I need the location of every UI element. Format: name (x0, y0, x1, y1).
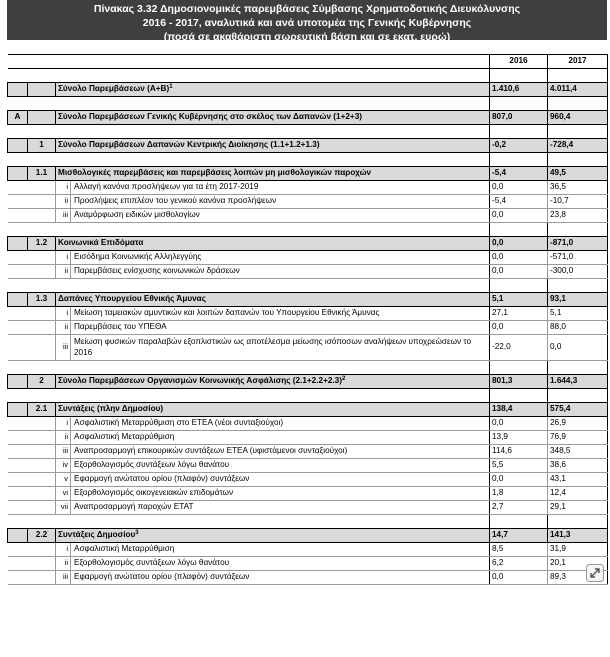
empty-cell (28, 444, 56, 458)
empty-cell (8, 444, 28, 458)
empty-cell (8, 68, 28, 82)
empty-cell (28, 96, 56, 110)
value-2016: -22,0 (490, 334, 548, 360)
item-label: Αναπροσαρμογή παροχών ΕΤΑΤ (71, 500, 490, 514)
column-header-2016: 2016 (490, 54, 548, 68)
table-title (7, 0, 607, 43)
empty-cell (28, 320, 56, 334)
item-label: Ασφαλιστική Μεταρρύθμιση στο ΕΤΕΑ (νέοι συνταξιούχοι) (71, 416, 490, 430)
empty-cell (28, 486, 56, 500)
item-numeral: ii (56, 194, 71, 208)
empty-cell (28, 124, 56, 138)
empty-cell (8, 306, 28, 320)
empty-cell (8, 152, 28, 166)
item-label: Εφαρμογή ανώτατου ορίου (πλαφόν) συντάξεων (71, 570, 490, 584)
value-2017: 76,9 (548, 430, 608, 444)
item-label: Ασφαλιστική Μεταρρύθμιση (71, 430, 490, 444)
empty-cell (8, 458, 28, 472)
item-numeral: ii (56, 320, 71, 334)
value-2016: 0,0 (490, 472, 548, 486)
empty-cell (28, 430, 56, 444)
section-letter (8, 82, 28, 96)
item-numeral: i (56, 306, 71, 320)
value-2017: 5,1 (548, 306, 608, 320)
empty-value-cell (548, 222, 608, 236)
line-item-row (8, 194, 608, 208)
section-number (28, 110, 56, 124)
empty-cell (56, 388, 71, 402)
empty-cell (56, 124, 71, 138)
empty-cell (71, 278, 490, 292)
section-number: 2.2 (28, 528, 56, 542)
section-label (56, 374, 490, 388)
item-label: Εισόδημα Κοινωνικής Αλληλεγγύης (71, 250, 490, 264)
empty-cell (56, 278, 71, 292)
value-2017: 88,0 (548, 320, 608, 334)
item-numeral: i (56, 416, 71, 430)
empty-cell (8, 514, 28, 528)
empty-cell (71, 514, 490, 528)
section-number (28, 82, 56, 96)
section-total-row (8, 110, 608, 124)
empty-cell (56, 222, 71, 236)
empty-cell (8, 556, 28, 570)
value-2017: 38,6 (548, 458, 608, 472)
value-2017: 0,0 (548, 334, 608, 360)
section-label-text: Μισθολογικές παρεμβάσεις και παρεμβάσεις λοιπών μη μισθολογικών παροχών (58, 168, 372, 177)
empty-value-cell (548, 68, 608, 82)
empty-cell (56, 96, 71, 110)
empty-cell (28, 416, 56, 430)
section-number: 2 (28, 374, 56, 388)
item-label: Εξορθολογισμός συντάξεων λόγω θανάτου (71, 458, 490, 472)
value-2016: 2,7 (490, 500, 548, 514)
footnote-marker: 3 (135, 530, 139, 536)
section-number: 2.1 (28, 402, 56, 416)
empty-cell (8, 180, 28, 194)
section-number: 1.3 (28, 292, 56, 306)
empty-value-cell (548, 360, 608, 374)
value-2016: 0,0 (490, 236, 548, 250)
item-label: Μείωση φυσικών παραλαβών εξοπλιστικών ως αποτέλεσμα μείωσης ισόποσων αναλήψεων υποχρεώσεων το 2016 (71, 334, 490, 360)
value-2016: 0,0 (490, 250, 548, 264)
section-label (56, 110, 490, 124)
section-label (56, 236, 490, 250)
section-total-row (8, 402, 608, 416)
item-numeral: ii (56, 264, 71, 278)
line-item-row (8, 542, 608, 556)
value-2016: 8,5 (490, 542, 548, 556)
section-total-row (8, 528, 608, 542)
spacer-row (8, 96, 608, 110)
spacer-row (8, 152, 608, 166)
section-label-text: Σύνολο Παρεμβάσεων Δαπανών Κεντρικής Διοίκησης (1.1+1.2+1.3) (58, 140, 320, 149)
value-2017: -571,0 (548, 250, 608, 264)
empty-value-cell (548, 124, 608, 138)
empty-cell (8, 542, 28, 556)
empty-cell (28, 388, 56, 402)
empty-cell (28, 570, 56, 584)
empty-value-cell (490, 68, 548, 82)
empty-cell (28, 542, 56, 556)
empty-cell (28, 208, 56, 222)
value-2017: -10,7 (548, 194, 608, 208)
empty-cell (28, 278, 56, 292)
section-label (56, 292, 490, 306)
section-letter (8, 292, 28, 306)
value-2017: 36,5 (548, 180, 608, 194)
value-2017: 26,9 (548, 416, 608, 430)
value-2016: 114,6 (490, 444, 548, 458)
empty-cell (56, 68, 71, 82)
item-label: Ασφαλιστική Μεταρρύθμιση (71, 542, 490, 556)
title-line-1: Πίνακας 3.32 Δημοσιονομικές παρεμβάσεις Σύμβασης Χρηματοδοτικής Διευκόλυνσης (93, 3, 521, 15)
empty-cell (71, 360, 490, 374)
header-row (8, 54, 608, 68)
item-numeral: iii (56, 570, 71, 584)
empty-cell (8, 194, 28, 208)
empty-value-cell (548, 96, 608, 110)
empty-cell (71, 68, 490, 82)
item-numeral: ii (56, 556, 71, 570)
value-2016: 0,0 (490, 264, 548, 278)
empty-cell (8, 472, 28, 486)
section-label-text: Συντάξεις Δημοσίου (58, 530, 136, 539)
empty-cell (8, 250, 28, 264)
empty-cell (28, 306, 56, 320)
section-number: 1.2 (28, 236, 56, 250)
value-2016: 6,2 (490, 556, 548, 570)
section-label (56, 138, 490, 152)
line-item-row (8, 472, 608, 486)
line-item-row (8, 556, 608, 570)
value-2016: -5,4 (490, 194, 548, 208)
value-2016: 1.410,6 (490, 82, 548, 96)
empty-cell (28, 222, 56, 236)
empty-value-cell (548, 388, 608, 402)
section-label-text: Συντάξεις (πλην Δημοσίου) (58, 404, 164, 413)
value-2016: 0,0 (490, 320, 548, 334)
data-table (7, 40, 608, 585)
empty-cell (56, 152, 71, 166)
value-2017: 93,1 (548, 292, 608, 306)
value-2017: 89,3 (548, 570, 608, 584)
item-numeral: i (56, 542, 71, 556)
value-2017: -728,4 (548, 138, 608, 152)
spacer-row (8, 360, 608, 374)
empty-cell (8, 278, 28, 292)
line-item-row (8, 208, 608, 222)
empty-cell (8, 416, 28, 430)
spacer-row (8, 68, 608, 82)
section-total-row (8, 166, 608, 180)
value-2016: 5,5 (490, 458, 548, 472)
empty-cell (56, 360, 71, 374)
section-label (56, 528, 490, 542)
line-item-row (8, 306, 608, 320)
value-2016: 801,3 (490, 374, 548, 388)
section-total-row (8, 236, 608, 250)
section-label-text: Δαπάνες Υπουργείου Εθνικής Άμυνας (58, 294, 206, 303)
spacer-row (8, 222, 608, 236)
item-label: Παρεμβάσεις ενίσχυσης κοινωνικών δράσεων (71, 264, 490, 278)
section-label-text: Κοινωνικά Επιδόματα (58, 238, 144, 247)
empty-value-cell (548, 152, 608, 166)
empty-cell (8, 264, 28, 278)
value-2017: 141,3 (548, 528, 608, 542)
empty-cell (28, 250, 56, 264)
item-label: Προσλήψεις επιπλέον του γενικού κανόνα προσλήψεων (71, 194, 490, 208)
value-2016: 0,0 (490, 570, 548, 584)
empty-cell (8, 500, 28, 514)
value-2017: 23,8 (548, 208, 608, 222)
section-total-row (8, 374, 608, 388)
empty-cell (28, 68, 56, 82)
empty-cell (71, 388, 490, 402)
section-total-row (8, 292, 608, 306)
empty-cell (28, 264, 56, 278)
value-2016: 1,8 (490, 486, 548, 500)
empty-value-cell (548, 514, 608, 528)
line-item-row (8, 430, 608, 444)
section-letter (8, 402, 28, 416)
section-total-row (8, 82, 608, 96)
empty-cell (71, 152, 490, 166)
section-total-row (8, 138, 608, 152)
line-item-row (8, 444, 608, 458)
value-2017: -300,0 (548, 264, 608, 278)
section-letter (8, 236, 28, 250)
value-2016: 0,0 (490, 208, 548, 222)
empty-cell (8, 388, 28, 402)
empty-cell (8, 222, 28, 236)
title-line-2: 2016 - 2017, αναλυτικά και ανά υποτομέα της Γενικής Κυβέρνησης (142, 17, 472, 29)
item-numeral: v (56, 472, 71, 486)
item-numeral: vi (56, 486, 71, 500)
empty-cell (8, 96, 28, 110)
line-item-row (8, 486, 608, 500)
empty-cell (28, 334, 56, 360)
line-item-row (8, 458, 608, 472)
line-item-row (8, 570, 608, 584)
empty-cell (8, 430, 28, 444)
value-2016: 13,9 (490, 430, 548, 444)
empty-cell (8, 208, 28, 222)
section-label-text: Σύνολο Παρεμβάσεων Γενικής Κυβέρνησης στο σκέλος των Δαπανών (1+2+3) (58, 112, 362, 121)
section-label (56, 402, 490, 416)
item-numeral: iii (56, 208, 71, 222)
item-numeral: iii (56, 444, 71, 458)
empty-cell (56, 514, 71, 528)
item-label: Εξορθολογισμός συντάξεων λόγω θανάτου (71, 556, 490, 570)
item-numeral: vii (56, 500, 71, 514)
empty-value-cell (490, 124, 548, 138)
empty-cell (28, 180, 56, 194)
empty-cell (28, 556, 56, 570)
empty-cell (28, 194, 56, 208)
item-label: Μείωση ταμειακών αμυντικών και λοιπών δαπανών του Υπουργείου Εθνικής Άμυνας (71, 306, 490, 320)
value-2016: 27,1 (490, 306, 548, 320)
value-2017: 4.011,4 (548, 82, 608, 96)
empty-value-cell (548, 278, 608, 292)
section-label-text: Σύνολο Παρεμβάσεων (Α+Β) (58, 84, 170, 93)
section-number: 1 (28, 138, 56, 152)
section-letter (8, 374, 28, 388)
value-2016: 138,4 (490, 402, 548, 416)
value-2017: 575,4 (548, 402, 608, 416)
section-letter (8, 138, 28, 152)
spacer-row (8, 124, 608, 138)
value-2017: 348,5 (548, 444, 608, 458)
value-2016: 807,0 (490, 110, 548, 124)
line-item-row (8, 264, 608, 278)
empty-cell (8, 486, 28, 500)
item-label: Παρεμβάσεις του ΥΠΕΘΑ (71, 320, 490, 334)
value-2017: 960,4 (548, 110, 608, 124)
item-numeral: iv (56, 458, 71, 472)
empty-cell (8, 334, 28, 360)
empty-value-cell (490, 388, 548, 402)
line-item-row (8, 250, 608, 264)
value-2016: 5,1 (490, 292, 548, 306)
empty-cell (71, 96, 490, 110)
value-2016: -0,2 (490, 138, 548, 152)
line-item-row (8, 334, 608, 360)
value-2016: -5,4 (490, 166, 548, 180)
spacer-row (8, 514, 608, 528)
item-numeral: i (56, 180, 71, 194)
line-item-row (8, 500, 608, 514)
spacer-row (8, 388, 608, 402)
value-2016: 0,0 (490, 180, 548, 194)
empty-cell (28, 500, 56, 514)
empty-cell (28, 152, 56, 166)
item-label: Εφαρμογή ανώτατου ορίου (πλαφόν) συντάξεων (71, 472, 490, 486)
footnote-marker: 1 (169, 84, 173, 90)
value-2017: 43,1 (548, 472, 608, 486)
item-numeral: iii (56, 334, 71, 360)
section-number: 1.1 (28, 166, 56, 180)
empty-cell (71, 124, 490, 138)
value-2016: 14,7 (490, 528, 548, 542)
document-page (7, 0, 607, 585)
line-item-row (8, 320, 608, 334)
title-line-3: (ποσά σε ακαθάριστη σωρευτική βάση και σε εκατ. ευρώ) (163, 31, 451, 43)
value-2017: 1.644,3 (548, 374, 608, 388)
value-2017: -871,0 (548, 236, 608, 250)
empty-cell (28, 458, 56, 472)
section-letter (8, 166, 28, 180)
empty-value-cell (490, 278, 548, 292)
item-label: Αναμόρφωση ειδικών μισθολογίων (71, 208, 490, 222)
empty-value-cell (490, 152, 548, 166)
footnote-marker: 2 (341, 376, 346, 382)
section-letter: Α (8, 110, 28, 124)
empty-value-cell (490, 222, 548, 236)
item-numeral: ii (56, 430, 71, 444)
item-numeral: i (56, 250, 71, 264)
spacer-row (8, 278, 608, 292)
item-label: Εξορθολογισμός οικογενειακών επιδομάτων (71, 486, 490, 500)
empty-cell (71, 222, 490, 236)
empty-value-cell (490, 514, 548, 528)
empty-cell (8, 570, 28, 584)
empty-value-cell (490, 360, 548, 374)
empty-cell (8, 320, 28, 334)
value-2017: 31,9 (548, 542, 608, 556)
value-2017: 29,1 (548, 500, 608, 514)
expand-icon[interactable] (586, 564, 604, 582)
section-label (56, 82, 490, 96)
empty-value-cell (490, 96, 548, 110)
empty-cell (8, 360, 28, 374)
value-2017: 12,4 (548, 486, 608, 500)
section-label-text: Σύνολο Παρεμβάσεων Οργανισμών Κοινωνικής Ασφάλισης (2.1+2.2+2.3) (58, 376, 342, 385)
empty-cell (8, 124, 28, 138)
section-letter (8, 528, 28, 542)
empty-cell (28, 472, 56, 486)
item-label: Αναπροσαρμογή επικουρικών συντάξεων ΕΤΕΑ (υφιστάμενοι συνταξιούχοι) (71, 444, 490, 458)
empty-cell (28, 360, 56, 374)
column-header-2017: 2017 (548, 54, 608, 68)
value-2017: 20,1 (548, 556, 608, 570)
empty-cell (28, 514, 56, 528)
value-2017: 49,5 (548, 166, 608, 180)
value-2016: 0,0 (490, 416, 548, 430)
section-label (56, 166, 490, 180)
line-item-row (8, 416, 608, 430)
item-label: Αλλαγή κανόνα προσλήψεων για τα έτη 2017-2019 (71, 180, 490, 194)
line-item-row (8, 180, 608, 194)
